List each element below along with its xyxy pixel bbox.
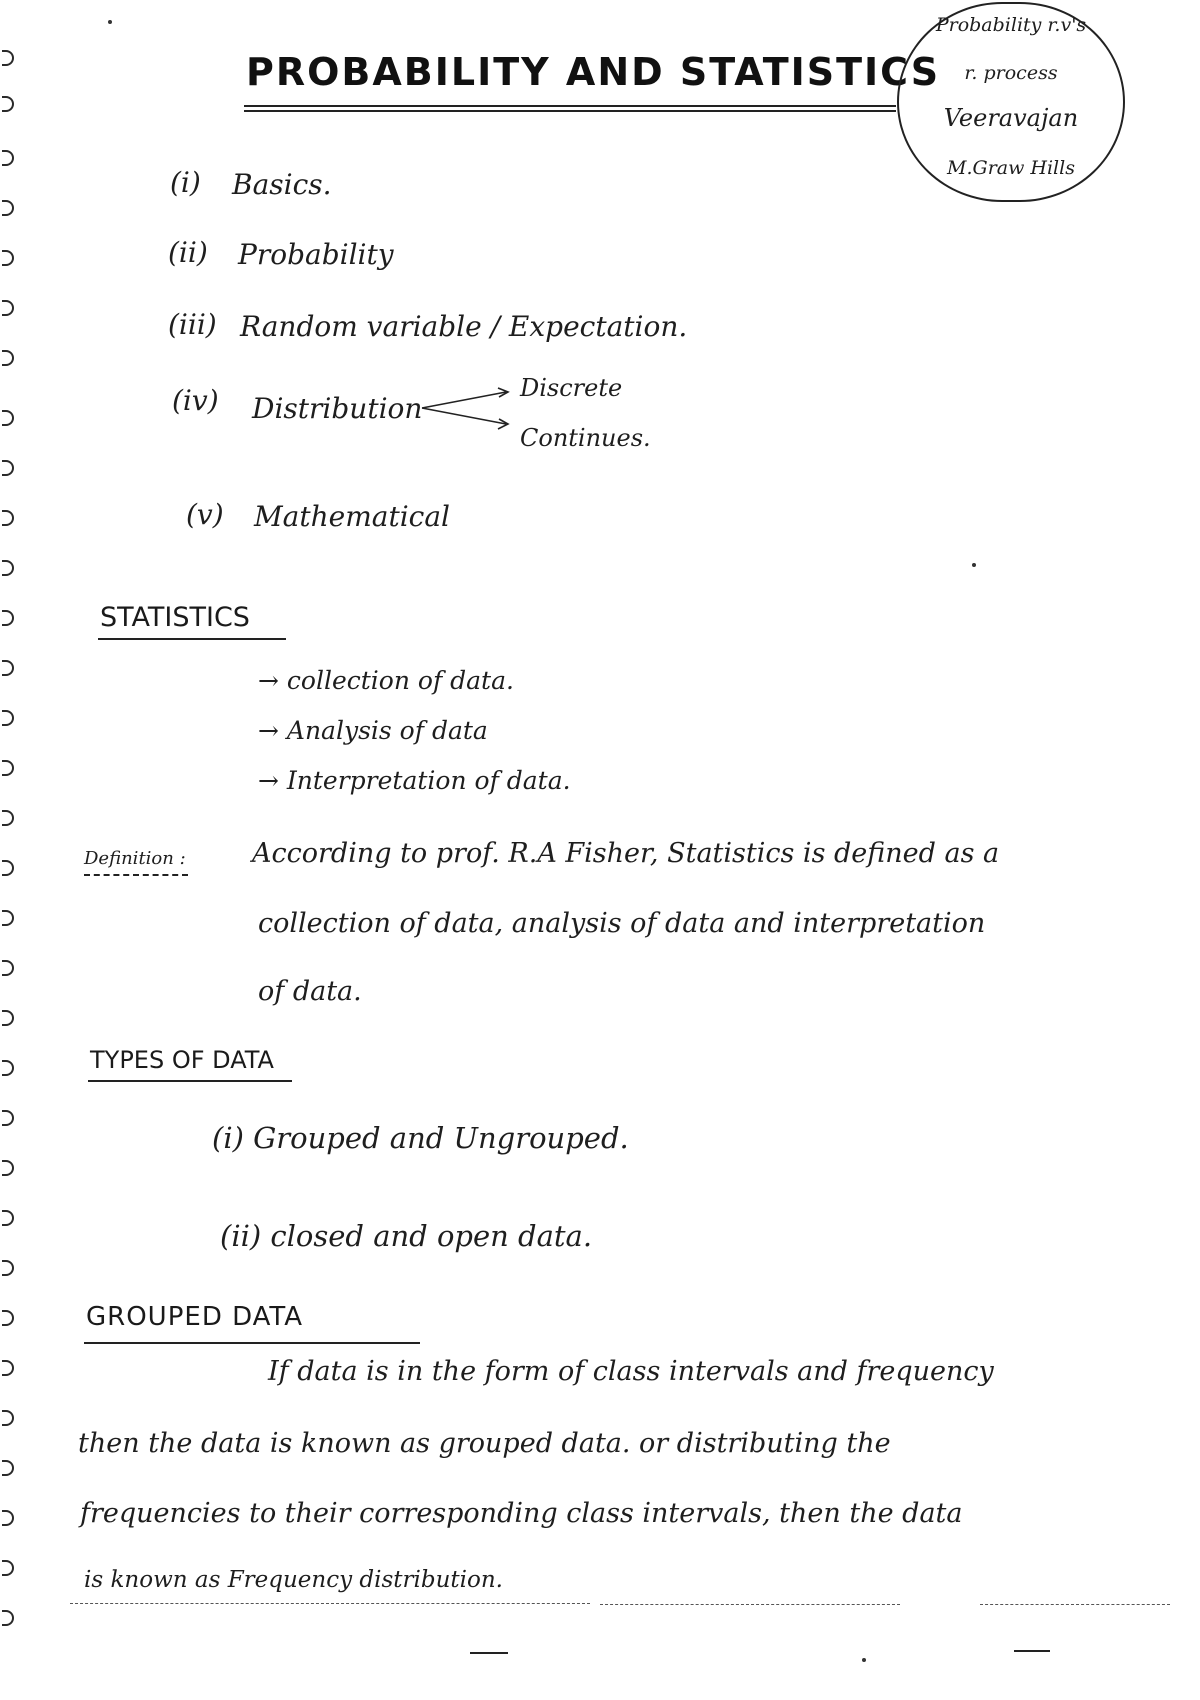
binder-hole [2,1560,14,1576]
branch-continuous: Continues. [520,424,651,452]
grouped-data-line-3: frequencies to their corresponding class intervals, then the data [80,1498,963,1529]
binder-hole [2,1310,14,1326]
binder-hole [2,560,14,576]
binder-hole [2,1360,14,1376]
binder-hole [2,350,14,366]
scan-line [980,1604,1170,1605]
binder-hole [2,200,14,216]
title-underline-second [244,110,896,112]
topic-probability: Probability [238,238,394,271]
binder-hole [2,1410,14,1426]
binder-hole [2,610,14,626]
binder-hole [2,96,14,112]
reference-line-4: M.Graw Hills [947,157,1075,179]
topic-number: (iii) [168,308,217,341]
data-type-closed-open: (ii) closed and open data. [220,1219,593,1253]
topic-number: (ii) [168,236,208,269]
heading-types-of-data: TYPES OF DATA [90,1046,274,1074]
branch-arrows-icon [418,384,518,434]
binder-hole [2,1210,14,1226]
topic-number: (iv) [172,384,219,417]
grouped-data-line-4: is known as Frequency distribution. [84,1567,503,1593]
binder-hole [2,1510,14,1526]
binder-holes [0,10,16,1700]
statistics-point: → collection of data. [258,666,514,695]
binder-hole [2,510,14,526]
topic-mathematical: Mathematical [254,500,450,533]
heading-grouped-data-underline [84,1342,420,1344]
binder-hole [2,760,14,776]
page-title: PROBABILITY AND STATISTICS [246,50,941,94]
statistics-point: → Analysis of data [258,716,488,745]
scan-mark [1014,1650,1050,1652]
data-type-grouped: (i) Grouped and Ungrouped. [212,1121,629,1155]
grouped-data-line-2: then the data is known as grouped data. or distributing the [78,1428,891,1459]
binder-hole [2,860,14,876]
binder-hole [2,1160,14,1176]
binder-hole [2,1110,14,1126]
binder-hole [2,1460,14,1476]
definition-line-1: According to prof. R.A Fisher, Statistics is defined as a [252,838,1000,869]
reference-line-3: Veeravajan [943,104,1079,132]
reference-line-2: r. process [964,62,1058,84]
binder-hole [2,1060,14,1076]
binder-hole [2,150,14,166]
topic-basics: Basics. [232,168,332,201]
binder-hole [2,50,14,66]
ink-dot [972,563,976,567]
binder-hole [2,300,14,316]
definition-line-2: collection of data, analysis of data and interpretation [258,908,986,939]
heading-types-of-data-underline [88,1080,292,1082]
definition-label-underline [84,874,188,876]
statistics-point: → Interpretation of data. [258,766,571,795]
binder-hole [2,660,14,676]
heading-statistics-underline [98,638,286,640]
statistics-point-text: collection of data. [286,666,514,695]
scan-line [600,1604,900,1605]
binder-hole [2,1010,14,1026]
definition-line-3: of data. [258,976,362,1007]
scan-mark [470,1652,508,1654]
statistics-point-text: Analysis of data [286,716,488,745]
heading-statistics: STATISTICS [100,602,250,633]
heading-grouped-data: GROUPED DATA [86,1302,304,1332]
binder-hole [2,250,14,266]
topic-number: (i) [170,166,201,199]
branch-discrete: Discrete [520,374,623,402]
scan-line [70,1603,590,1604]
binder-hole [2,1610,14,1626]
binder-hole [2,1260,14,1276]
ink-dot [862,1658,866,1662]
binder-hole [2,910,14,926]
binder-hole [2,710,14,726]
binder-hole [2,810,14,826]
grouped-data-line-1: If data is in the form of class intervals and frequency [268,1356,994,1387]
statistics-point-text: Interpretation of data. [286,766,571,795]
ink-dot [108,20,112,24]
topic-random-variable: Random variable / Expectation. [240,310,688,343]
reference-line-1: Probability r.v's [935,14,1087,36]
binder-hole [2,410,14,426]
title-underline [244,105,896,107]
reference-note [897,2,1125,202]
definition-label: Definition : [84,848,186,869]
topic-number: (v) [186,498,224,531]
binder-hole [2,460,14,476]
binder-hole [2,960,14,976]
topic-distribution: Distribution [252,392,423,425]
